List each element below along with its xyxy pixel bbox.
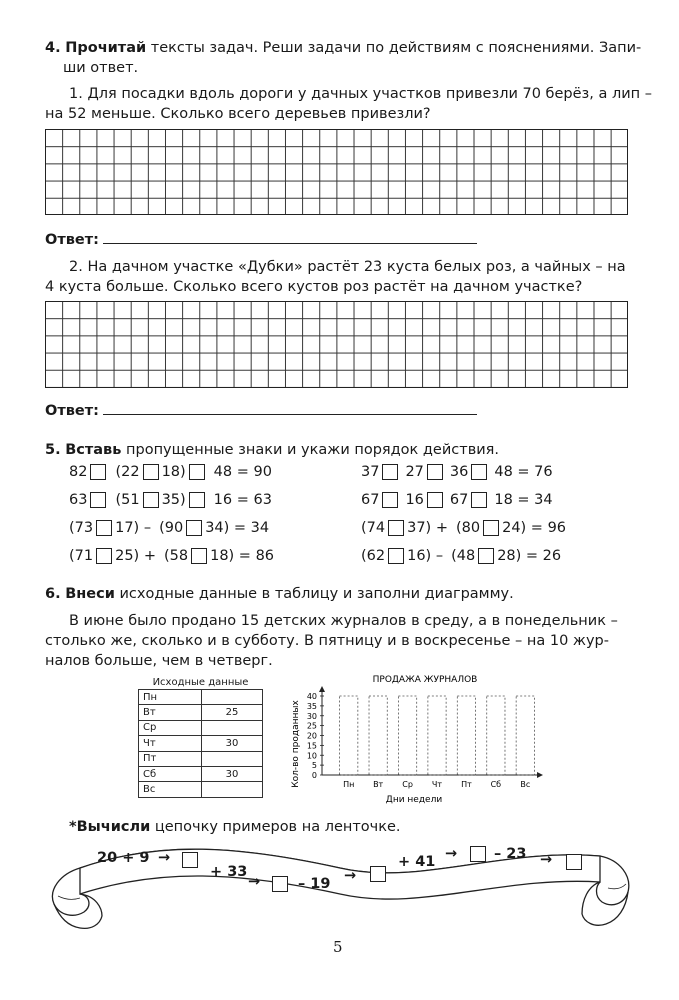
sign-box[interactable] [96, 548, 112, 564]
bar [398, 696, 416, 775]
chain-step-2: + 33 [210, 864, 248, 880]
sign-box[interactable] [90, 464, 106, 480]
problem1-line2: на 52 меньше. Сколько всего деревьев привезли? [45, 106, 431, 122]
sign-box[interactable] [189, 492, 205, 508]
table-row: Ср [139, 720, 263, 735]
table-row: Пт [139, 751, 263, 766]
answer-line-2[interactable] [103, 414, 477, 415]
x-tick-label: Вт [373, 780, 384, 789]
sign-box[interactable] [191, 548, 207, 564]
sign-box[interactable] [143, 464, 159, 480]
task4-heading-cont: ши ответ. [63, 60, 139, 76]
bar [369, 696, 387, 775]
arrow-right-icon: → [158, 850, 171, 866]
sign-box[interactable] [471, 492, 487, 508]
task4-heading: 4. Прочитай тексты задач. Реши задачи по действиям с пояснениями. Запи- [45, 40, 642, 56]
sign-box[interactable] [478, 548, 494, 564]
sign-box[interactable] [382, 464, 398, 480]
chart-xlabel: Дни недели [385, 795, 443, 805]
task6-text-line3: налов больше, чем в четверг. [45, 653, 273, 669]
sign-box[interactable] [471, 464, 487, 480]
bar [516, 696, 534, 775]
x-tick-label: Чт [431, 780, 443, 789]
y-tick-label: 20 [306, 731, 317, 741]
table-row: Вт 25 [139, 705, 263, 720]
chain-answer-box[interactable] [272, 876, 288, 892]
arrow-right-icon: → [540, 852, 553, 868]
table-row: Сб 30 [139, 766, 263, 781]
chain-answer-box[interactable] [182, 852, 198, 868]
y-tick-label: 15 [306, 741, 317, 751]
x-tick-label: Вс [520, 780, 531, 789]
answer-label-2: Ответ: [45, 403, 99, 419]
y-tick-label: 35 [306, 701, 317, 711]
answer-grid-2[interactable] [45, 301, 628, 388]
y-tick-label: 30 [306, 711, 317, 721]
arrow-right-icon: → [248, 874, 261, 890]
sign-box[interactable] [90, 492, 106, 508]
answer-label-1: Ответ: [45, 232, 99, 248]
expr-left-2: 63 (51 35) 16 = 63 [69, 492, 272, 508]
x-tick-label: Пт [461, 780, 472, 789]
arrow-right-icon: → [344, 868, 357, 884]
expr-right-1: 37 27 36 48 = 76 [361, 464, 553, 480]
chart-title: ПРОДАЖА ЖУРНАЛОВ [372, 675, 478, 685]
sign-box[interactable] [427, 464, 443, 480]
chain-answer-box[interactable] [566, 854, 582, 870]
task6-text-line1: В июне было продано 15 детских журналов в среду, а в понедельник – [69, 613, 618, 629]
answer-line-1[interactable] [103, 243, 477, 244]
table-header: Исходные данные [152, 676, 249, 688]
chain-answer-box[interactable] [470, 846, 486, 862]
sales-chart [280, 668, 550, 808]
arrow-right-icon: → [445, 846, 458, 862]
x-axis-arrow [537, 772, 543, 778]
table-row: Пн [139, 690, 263, 705]
sign-box[interactable] [143, 492, 159, 508]
chain-step-3: – 19 [298, 876, 331, 892]
x-tick-label: Сб [490, 780, 502, 789]
y-axis-arrow [319, 686, 325, 692]
x-tick-label: Пн [343, 780, 355, 789]
expr-left-3: (73 17) – (90 34) = 34 [69, 520, 270, 536]
problem2-line1: 2. На дачном участке «Дубки» растёт 23 куста белых роз, а чайных – на [69, 259, 626, 275]
task6-text-line2: столько же, сколько и в субботу. В пятницу и в воскресенье – на 10 жур- [45, 633, 609, 649]
task5-heading: 5. Вставь пропущенные знаки и укажи порядок действия. [45, 442, 500, 458]
sign-box[interactable] [96, 520, 112, 536]
y-tick-label: 5 [311, 761, 317, 771]
source-data-table [138, 675, 263, 798]
problem2-line2: 4 куста больше. Сколько всего кустов роз растёт на дачном участке? [45, 279, 583, 295]
expr-right-4: (62 16) – (48 28) = 26 [361, 548, 562, 564]
sign-box[interactable] [382, 492, 398, 508]
y-tick-label: 10 [306, 751, 317, 761]
bar [487, 696, 505, 775]
sign-box[interactable] [189, 464, 205, 480]
sign-box[interactable] [388, 520, 404, 536]
problem1-line1: 1. Для посадки вдоль дороги у дачных участков привезли 70 берёз, а лип – [69, 86, 652, 102]
table-row: Чт 30 [139, 736, 263, 751]
y-tick-label: 40 [306, 692, 317, 701]
y-tick-label: 0 [311, 771, 317, 780]
extra-heading: *Вычисли цепочку примеров на ленточке. [69, 819, 401, 835]
chain-answer-box[interactable] [370, 866, 386, 882]
chain-step-4: + 41 [398, 854, 436, 870]
expr-right-3: (74 37) + (80 24) = 96 [361, 520, 567, 536]
sign-box[interactable] [427, 492, 443, 508]
sign-box[interactable] [483, 520, 499, 536]
sign-box[interactable] [186, 520, 202, 536]
page-number: 5 [333, 938, 343, 956]
bar [457, 696, 475, 775]
bar [428, 696, 446, 775]
y-tick-label: 25 [306, 721, 317, 731]
task6-heading: 6. Внеси исходные данные в таблицу и заполни диаграмму. [45, 586, 514, 602]
expr-right-2: 67 16 67 18 = 34 [361, 492, 553, 508]
bar [340, 696, 358, 775]
expr-left-4: (71 25) + (58 18) = 86 [69, 548, 275, 564]
chart-ylabel: Кол-во проданных [291, 700, 301, 788]
sign-box[interactable] [388, 548, 404, 564]
chain-step-5: – 23 [494, 846, 527, 862]
chain-step-1: 20 + 9 [97, 850, 150, 866]
expr-left-1: 82 (22 18) 48 = 90 [69, 464, 272, 480]
x-tick-label: Ср [402, 780, 413, 789]
table-row: Вс [139, 782, 263, 797]
answer-grid-1[interactable] [45, 129, 628, 215]
